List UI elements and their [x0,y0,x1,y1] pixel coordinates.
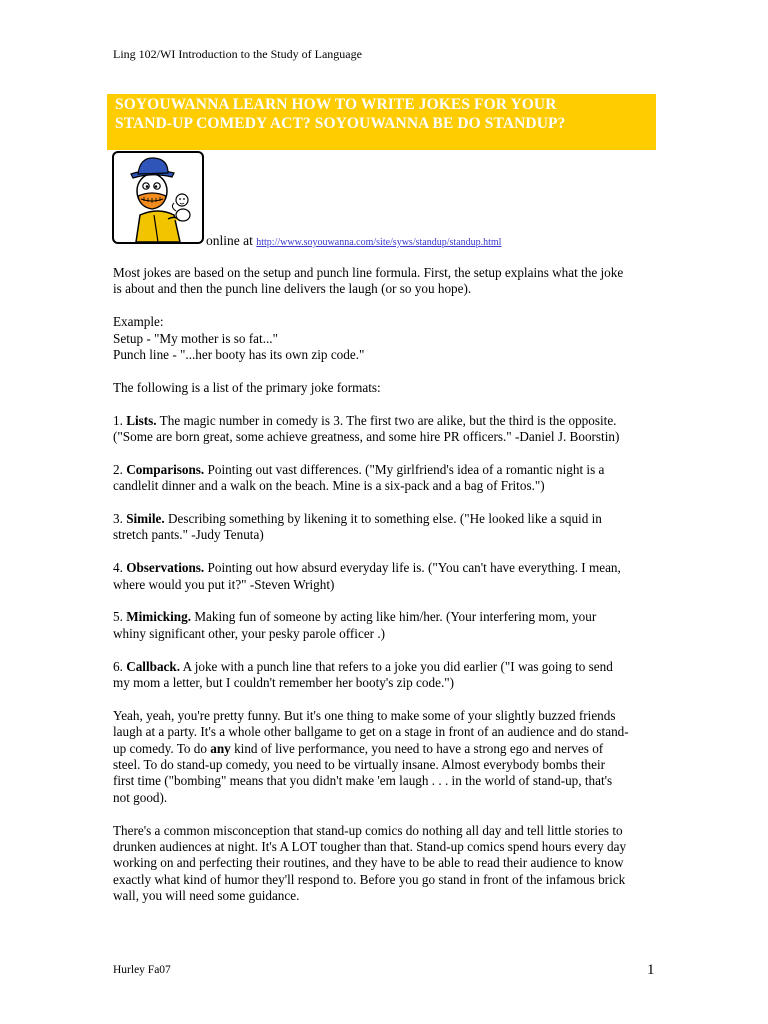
format-title: Comparisons. [126,461,205,477]
format-title: Lists. [126,412,157,428]
example-setup: Setup - "My mother is so fat..." [113,330,278,346]
list-item-observations: 4. Observations. Pointing out how absurd everyday life is. ("You can't have everything. I mean, where would you put it?" -Steven Wright) [113,560,621,592]
list-item-callback: 6. Callback. A joke with a punch line that refers to a joke you did earlier ("I was going to send my mom a letter, but I couldn't remember her booty's zip code.") [113,658,613,691]
online-source [206,233,501,249]
title-banner [107,94,656,150]
cartoon-duck-holding-baby-icon [112,151,204,244]
misconception-paragraph: There's a common misconception that stand-up comics do nothing all day and tell little stories to drunken audiences at night. It's A LOT tougher than that. Stand-up comics spend hours every day working on and perfecting their routines, and they have to be able to read their audience to know exactly what kind of humor they'll respond to. Before you go stand in front of the infamous brick wall, you will need some guidance. [113,822,627,904]
intro-paragraph: Most jokes are based on the setup and punch line formula. First, the setup explains what the joke is about and then the punch line delivers the laugh (or so you hope). [113,265,624,297]
banner-title-line-2: STAND-UP COMEDY ACT? SOYOUWANNA BE DO STANDUP? [115,115,566,132]
list-item-mimicking: 5. Mimicking. Making fun of someone by acting like him/her. (Your interfering mom, your whiny significant other, your pesky parole officer .) [113,609,597,641]
course-header: Ling 102/WI Introduction to the Study of Language [113,47,362,61]
format-title: Callback. [126,658,181,674]
footer-author: Hurley Fa07 [113,964,171,976]
online-prefix: online at [206,233,257,248]
document-body [113,265,653,921]
standup-paragraph: Yeah, yeah, you're pretty funny. But it's one thing to make some of your slightly buzzed friends laugh at a party. It's a whole other ballgame to get on a stage in front of an audience and do stand- up comedy. To do any kind of live performance, you need to have a strong ego and nerves of steel. To do stand-up comedy, you need to be virtually insane. Almost everybody bombs their first time ("bombing" means that you didn't make 'em laugh . . . in the world of stand-up, that's not good). [113,707,629,805]
page-number: 1 [647,962,655,978]
emphasis-any: any [210,740,231,756]
format-title: Simile. [126,511,165,527]
list-item-lists: 1. Lists. The magic number in comedy is 3. The first two are alike, but the third is the opposite. ("Some are born great, some achieve greatness, and some hire PR officers." -Daniel J. Boorstin) [113,412,620,445]
list-intro: The following is a list of the primary joke formats: [113,379,381,395]
example-label: Example: [113,314,164,330]
list-item-comparisons: 2. Comparisons. Pointing out vast differences. ("My girlfriend's idea of a romantic night is a candlelit dinner and a walk on the beach. Mine is a six-pack and a bag of Fritos.") [113,461,605,494]
example-block [113,314,653,363]
banner-title-line-1: SOYOUWANNA LEARN HOW TO WRITE JOKES FOR YOUR [115,96,557,113]
format-title: Mimicking. [126,609,192,625]
source-link[interactable]: http://www.soyouwanna.com/site/syws/standup/standup.html [256,237,502,248]
list-item-simile: 3. Simile. Describing something by likening it to something else. ("He looked like a squid in stretch pants." -Judy Tenuta) [113,511,602,543]
example-punch-line: Punch line - "...her booty has its own zip code." [113,347,365,363]
format-title: Observations. [126,560,205,576]
